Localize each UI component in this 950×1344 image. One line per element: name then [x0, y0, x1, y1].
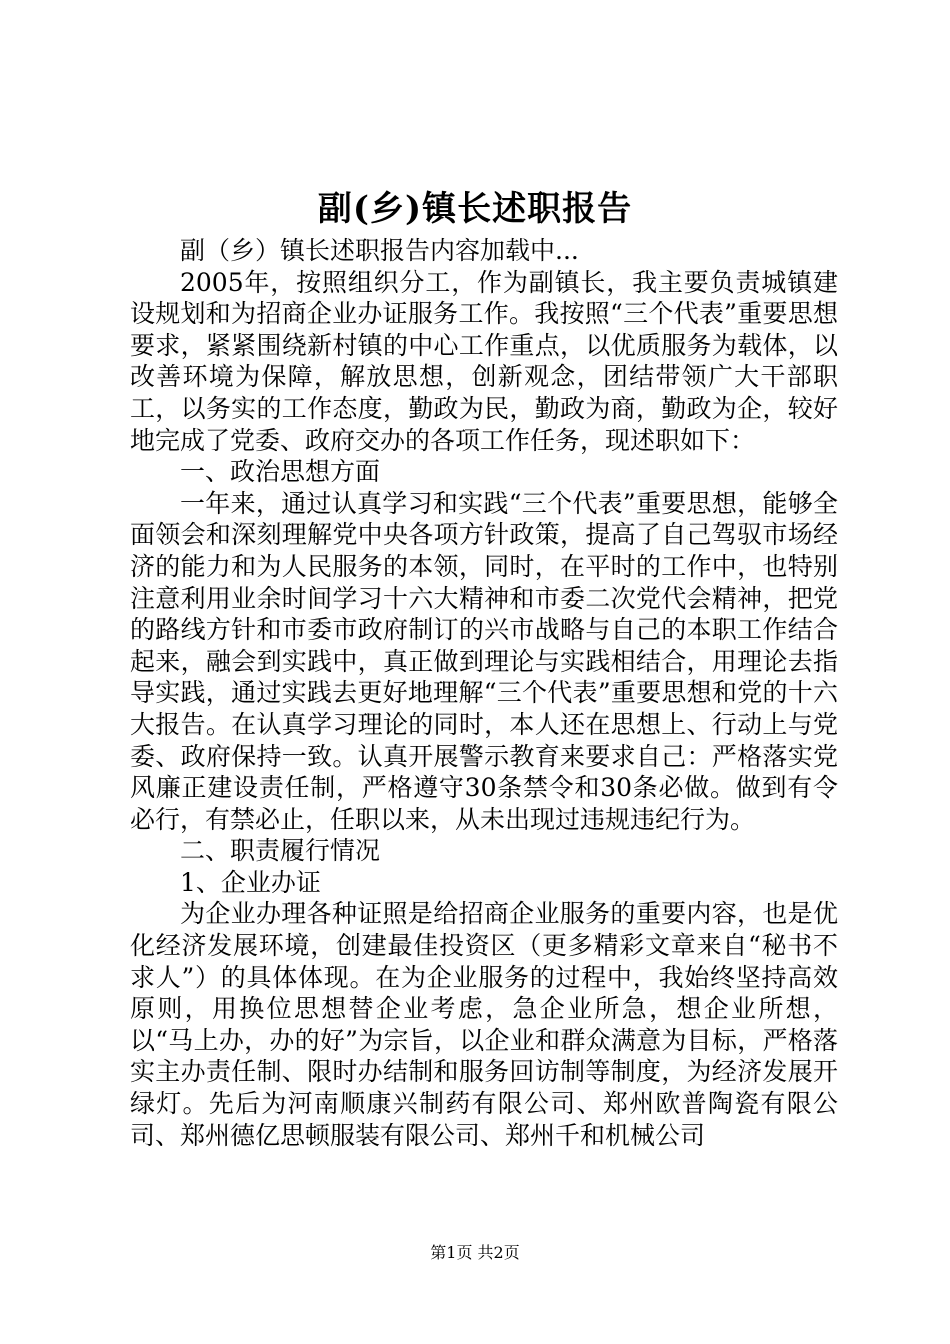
body-paragraph: 2005年，按照组织分工，作为副镇长，我主要负责城镇建设规划和为招商企业办证服务工作。我按照“三个代表”重要思想要求，紧紧围绕新村镇的中心工作重点，以优质服务为载体，以改善环境为保障，解放思想，创新观念，团结带领广大干部职工，以务实的工作态度，勤政为民，勤政为商，勤政为企，较好地完成了党委、政府交办的各项工作任务，现述职如下： — [130, 267, 838, 455]
subsection-heading: 1、企业办证 — [180, 867, 321, 897]
document-body — [130, 235, 838, 1151]
section-heading: 二、职责履行情况 — [180, 836, 381, 866]
section-heading: 一、政治思想方面 — [180, 457, 381, 487]
body-paragraph: 为企业办理各种证照是给招商企业服务的重要内容，也是优化经济发展环境，创建最佳投资区（更多精彩文章来自“秘书不求人”）的具体体现。在为企业服务的过程中，我始终坚持高效原则，用换位思想替企业考虑，急企业所急，想企业所想，以“马上办，办的好”为宗旨，以企业和群众满意为目标，严格落实主办责任制、限时办结制和服务回访制等制度，为经济发展开绿灯。先后为河南顺康兴制药有限公司、郑州欧普陶瓷有限公司、郑州德亿思顿服装有限公司、郑州千和机械公司 — [130, 899, 838, 1150]
page-footer: 第1页 共2页 — [430, 1243, 520, 1262]
document-title: 副(乡)镇长述职报告 — [317, 189, 633, 229]
body-paragraph: 一年来，通过认真学习和实践“三个代表”重要思想，能够全面领会和深刻理解党中央各项方针政策，提高了自己驾驭市场经济的能力和为人民服务的本领，同时，在平时的工作中，也特别注意利用业余时间学习十六大精神和市委二次党代会精神，把党的路线方针和市委市政府制订的兴市战略与自己的本职工作结合起来，融会到实践中，真正做到理论与实践相结合，用理论去指导实践，通过实践去更好地理解“三个代表”重要思想和党的十六大报告。在认真学习理论的同时，本人还在思想上、行动上与党委、政府保持一致。认真开展警示教育来要求自己：严格落实党风廉正建设责任制，严格遵守30条禁令和30条必做。做到有令必行，有禁必止，任职以来，从未出现过违规违纪行为。 — [130, 488, 838, 834]
body-paragraph: 副（乡）镇长述职报告内容加载中... — [180, 236, 579, 265]
